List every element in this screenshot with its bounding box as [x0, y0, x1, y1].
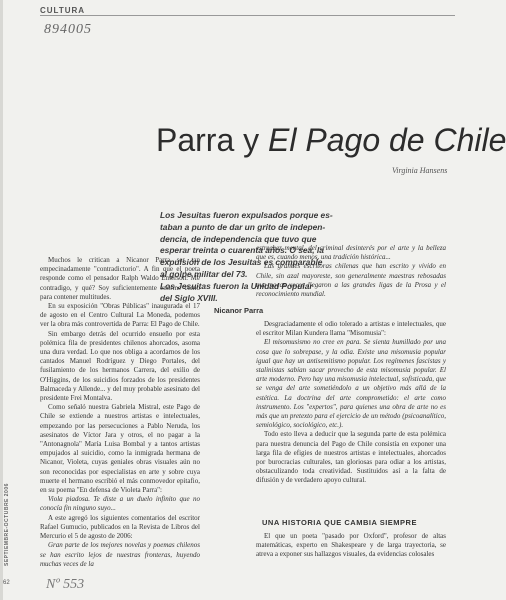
deck-line: Los Jesuitas fueron expulsados porque es- [160, 210, 333, 220]
title-italic: El Pago de Chile [268, 122, 506, 158]
paragraph: Desgraciadamente el odio tolerado a artistas e intelectuales, que el escritor Milan Kundera llama "Misomusia": [256, 320, 446, 338]
paragraph: En su exposición "Obras Públicas" inaugurada el 17 de agosto en el Centro Cultural La Moneda, podemos ver la obra más controvertida de Parra: El Pago de Chile. [40, 302, 200, 329]
title-plain: Parra y [156, 122, 269, 158]
handwritten-code: 894005 [44, 22, 92, 37]
deck-line: Los Jesuitas fueron la Unidad Popular [160, 280, 313, 291]
byline: Virginia Hansens [392, 166, 448, 175]
paragraph: Sin embargo detrás del ocurrido ensueño por esta polémica fila de presidentes chilenos ahorcados, asoma una dura verdad. Lo que nos obliga a acordarnos de los cantados Manuel Rodríguez y Diego Portales, del fusilamiento de los hermanos Carrera, del exilio de O'Higgins, de los suicidios forzados de los presidentes Balmaceda y Allende... y del muy probable asesinato del presidente Frei Montalva. [40, 329, 200, 403]
issue-date: SEPTIEMBRE-OCTUBRE 2006 [4, 483, 10, 566]
issue-sidebar [3, 458, 13, 568]
handwritten-number: Nº 553 [46, 577, 85, 592]
paragraph: Todo esto lleva a deducir que la segunda parte de esta polémica para nuestra denuncia del Pago de Chile consistía en exponer una larga fila de efigies de nuestros artistas e intelectuales, ahorcados por burocracias culturales, tan gloriosas para odiar a los artistas, obstaculizando toda creatividad. Sustituidos así a la falta de difusión y de verdadero apoyo cultural. [256, 430, 446, 485]
article-title [156, 122, 506, 159]
column-right-bottom [256, 532, 446, 560]
paragraph: Viola piadosa. Te diste a un duelo infinito que no conocía fin ninguno suyo... [40, 495, 200, 513]
deck-line: expulsión de los Jesuitas es comparable [160, 257, 323, 268]
deck-line: esperar treinta o cuarenta años. O sea, la [160, 245, 324, 256]
subheading: UNA HISTORIA QUE CAMBIA SIEMPRE [262, 518, 417, 527]
deck-line: del Siglo XVIII. [160, 292, 218, 303]
column-left [40, 256, 200, 569]
deck-line: dencia, de independencia que tuvo que [160, 233, 317, 244]
deck-line: taban a punto de dar un grito de indepen- [160, 221, 326, 232]
paragraph: El que un poeta "pasado por Oxford", profesor de altas matemáticas, experto en Shakespeare y de larga trayectoria, se atreva a exponer sus hallazgos visuales, da evidencias colosales [256, 532, 446, 559]
section-label: CULTURA [40, 6, 86, 15]
paragraph: Gran parte de los mejores novelas y poemas chilenos se han escrito lejos de nuestras fronteras, huyendo muchas veces de la [40, 541, 200, 568]
column-right-top [256, 244, 446, 299]
paragraph: Como señaló nuestra Gabriela Mistral, este Pago de Chile se extiende a nuestros artistas e intelectuales, empezando por las persecuciones a Pablo Neruda, los asesinatos de Víctor Jara y otros, el no pagar a la "Antonagnola" María Luisa Bombal y a tantos artistas empujados al suicidio, como la inmigrada hermana de Nicanor, Violeta, cuyas geniales obras visuales aún no son reconocidas por especialistas en arte y sobre cuya muerte el hermano escribió el más conmovedor epitafio, en su poema "En defensa de Violeta Parra": [40, 403, 200, 495]
paragraph: estrechez mental, del criminal desinterés por el arte y la belleza que es, cuando menos, una tradición histórica... [256, 244, 446, 262]
paragraph: A este agregó los siguientes comentarios del escritor Rafael Gumucio, publicados en la Revista de Libros del Mercurio el 5 de agosto de 2006: [40, 513, 200, 541]
paragraph: Las grandes escritoras chilenas que han escrito y vivido en Chile, sin azal mayoreste, son generalmente maestras rebosadas que pocas veces llegaron a las grandes ligas de la Prosa y el reconocimiento mundial. [256, 262, 446, 299]
header-rule [40, 15, 455, 16]
page-number: 62 [3, 580, 10, 586]
paragraph: Muchos le critican a Nicanor Parra ser tan empecinadamente "contradictorio". A fin que el poeta responde como el pensador Ralph Waldo Emerson: Me contradigo, y qué? Soy suficientemente enorme como para contener multitudes. [40, 256, 200, 301]
column-right-middle [256, 320, 446, 486]
deck-line: al golpe militar del 73. [160, 268, 248, 279]
deck-attribution: Nicanor Parra [214, 306, 264, 315]
paragraph: El misomusismo no cree en para. Se sienta humillado por una cosa que lo sobrepase, y la odia. Existe una misomusia popular igual que hay un antisemitismo popular. Los regímenes fascistas y stalinistas sabían sacar provecho de esta misomusia popular. El arte moderno. Pero hay una misomusia intelectual, sofisticada, que se venga del arte sometiéndolo a un objetivo más allá de la estética. La doctrina del arte comprometido: el arte como instrumento. Los "expertos", para quienes una obra de arte no es más que un pretexto para el ejercicio de un método (psicoanalítico, semiológico, sociológico, etc.). [256, 338, 446, 430]
